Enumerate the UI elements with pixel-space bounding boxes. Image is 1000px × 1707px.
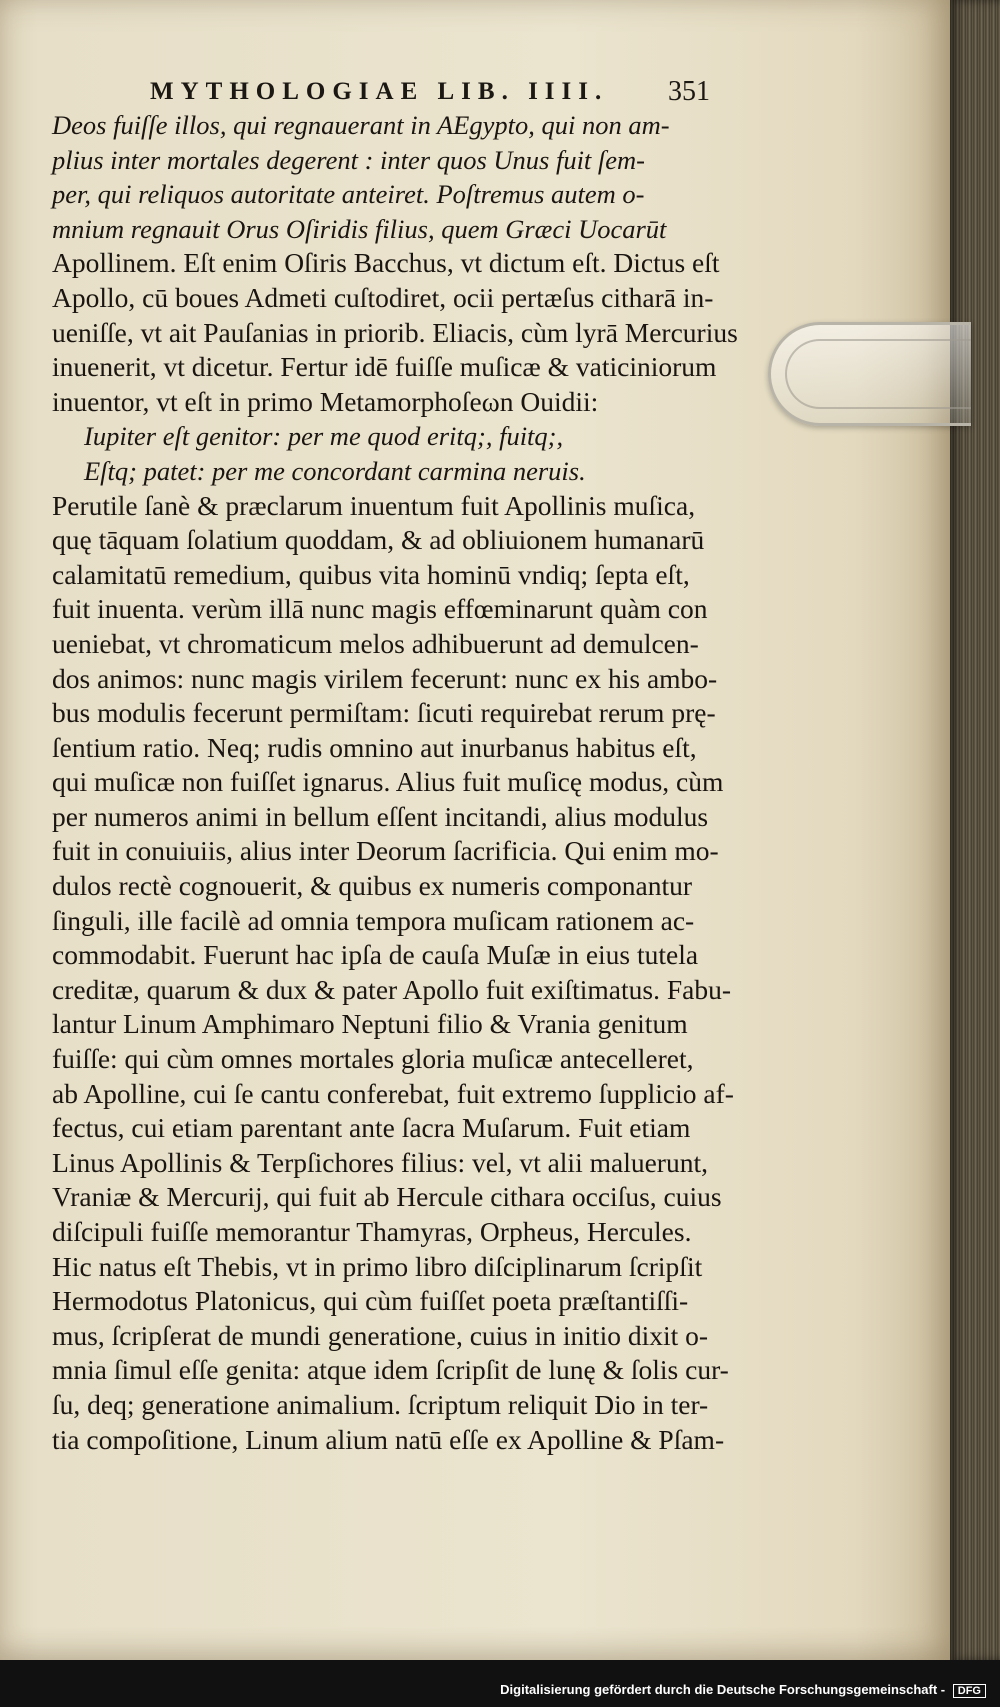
page-clip-icon (768, 322, 971, 426)
text-line: fuit inuenta. verùm illā nunc magis effœminarunt quàm con (52, 593, 708, 625)
text-line: ſinguli, ille facilè ad omnia tempora muſicam rationem ac- (52, 904, 695, 936)
text-line: ſentium ratio. Neq; rudis omnino aut inurbanus habitus eſt, (52, 731, 697, 763)
text-line: Apollinem. Eſt enim Oſiris Bacchus, vt dictum eſt. Dictus eſt (52, 247, 720, 279)
text-line: fuit in conuiuiis, alius inter Deorum ſacrificia. Qui enim mo- (52, 835, 719, 867)
digitization-credit (500, 1682, 986, 1698)
text-line: Hermodotus Platonicus, qui cùm fuiſſet poeta præſtantiſſi- (52, 1285, 689, 1317)
text-line: inuentor, vt eſt in primo Metamorphoſeωn Ouidii: (52, 385, 599, 417)
text-line: dulos rectè cognouerit, & quibus ex numeris componantur (52, 870, 692, 902)
text-line: Perutile ſanè & præclarum inuentum fuit Apollinis muſica, (52, 489, 696, 521)
text-line: Linus Apollinis & Terpſichores filius: vel, vt alii maluerunt, (52, 1146, 708, 1178)
text-line: plius inter mortales degerent : inter quos Unus fuit ſem- (52, 144, 646, 175)
running-head: MYTHOLOGIAE LIB. IIII. (150, 78, 609, 105)
dfg-logo-icon: DFG (953, 1684, 986, 1698)
text-line: Vraniæ & Mercurij, qui fuit ab Hercule cithara occiſus, cuius (52, 1181, 722, 1213)
text-line: inuenerit, vt dicetur. Fertur idē fuiſſe muſicæ & vaticiniorum (52, 351, 717, 383)
text-line: Iupiter eſt genitor: per me quod eritq;, fuitq;, (84, 421, 564, 452)
text-line: Deos fuiſſe illos, qui regnauerant in AEgypto, qui non am- (52, 110, 670, 140)
text-line: commodabit. Fuerunt hac ipſa de cauſa Muſæ in eius tutela (52, 939, 699, 971)
text-line: ſu, deq; generatione animalium. ſcriptum reliquit Dio in ter- (52, 1388, 709, 1420)
text-line: dos animos: nunc magis virilem fecerunt: nunc ex his ambo- (52, 662, 718, 694)
text-line: ab Apolline, cui ſe cantu conferebat, fuit extremo ſupplicio af- (52, 1077, 734, 1109)
text-line: Apollo, cū boues Admeti cuſtodiret, ocii pertæſus citharā in- (52, 281, 714, 313)
page-edges (950, 0, 1000, 1660)
text-line: tia compoſitione, Linum alium natū eſſe ex Apolline & Pſam- (52, 1423, 725, 1455)
text-line: mnia ſimul eſſe genita: atque idem ſcripſit de lunę & ſolis cur- (52, 1354, 729, 1386)
text-line: ueniſſe, vt ait Pauſanias in priorib. Eliacis, cùm lyrā Mercurius (52, 316, 738, 348)
clip-inner-loop (785, 339, 971, 409)
text-line: mnium regnauit Orus Oſiridis filius, quem Græci Uocarūt (52, 213, 667, 244)
text-line: fuiſſe: qui cùm omnes mortales gloria muſicæ antecelleret, (52, 1043, 694, 1075)
text-line: qui muſicæ non fuiſſet ignarus. Alius fuit muſicę modus, cùm (52, 766, 724, 798)
text-line: bus modulis fecerunt permiſtam: ſicuti requirebat rerum prę- (52, 697, 716, 729)
page-number: 351 (668, 76, 710, 107)
text-line: ueniebat, vt chromaticum melos adhibuerunt ad demulcen- (52, 627, 699, 659)
text-line: calamitatū remedium, quibus vita hominū vndiq; ſepta eſt, (52, 558, 690, 590)
text-line: per, qui reliquos autoritate anteiret. Poſtremus autem o- (52, 179, 645, 210)
body-text (52, 108, 738, 1457)
text-line: creditæ, quarum & dux & pater Apollo fuit exiſtimatus. Fabu- (52, 973, 731, 1005)
text-line: mus, ſcripſerat de mundi generatione, cuius in initio dixit o- (52, 1319, 709, 1351)
text-line: diſcipuli fuiſſe memorantur Thamyras, Orpheus, Hercules. (52, 1216, 692, 1247)
text-line: per numeros animi in bellum eſſent incitandi, alius modulus (52, 800, 709, 832)
text-line: Eſtq; patet: per me concordant carmina neruis. (84, 455, 586, 486)
text-line: fectus, cui etiam parentant ante ſacra Muſarum. Fuit etiam (52, 1112, 691, 1144)
text-line: Hic natus eſt Thebis, vt in primo libro diſciplinarum ſcripſit (52, 1250, 703, 1282)
text-line: lantur Linum Amphimaro Neptuni filio & Vrania genitum (52, 1008, 688, 1040)
text-line: quę tāquam ſolatium quoddam, & ad obliuionem humanarū (52, 524, 705, 556)
credit-text: Digitalisierung gefördert durch die Deutsche Forschungsgemeinschaft - (500, 1682, 946, 1697)
